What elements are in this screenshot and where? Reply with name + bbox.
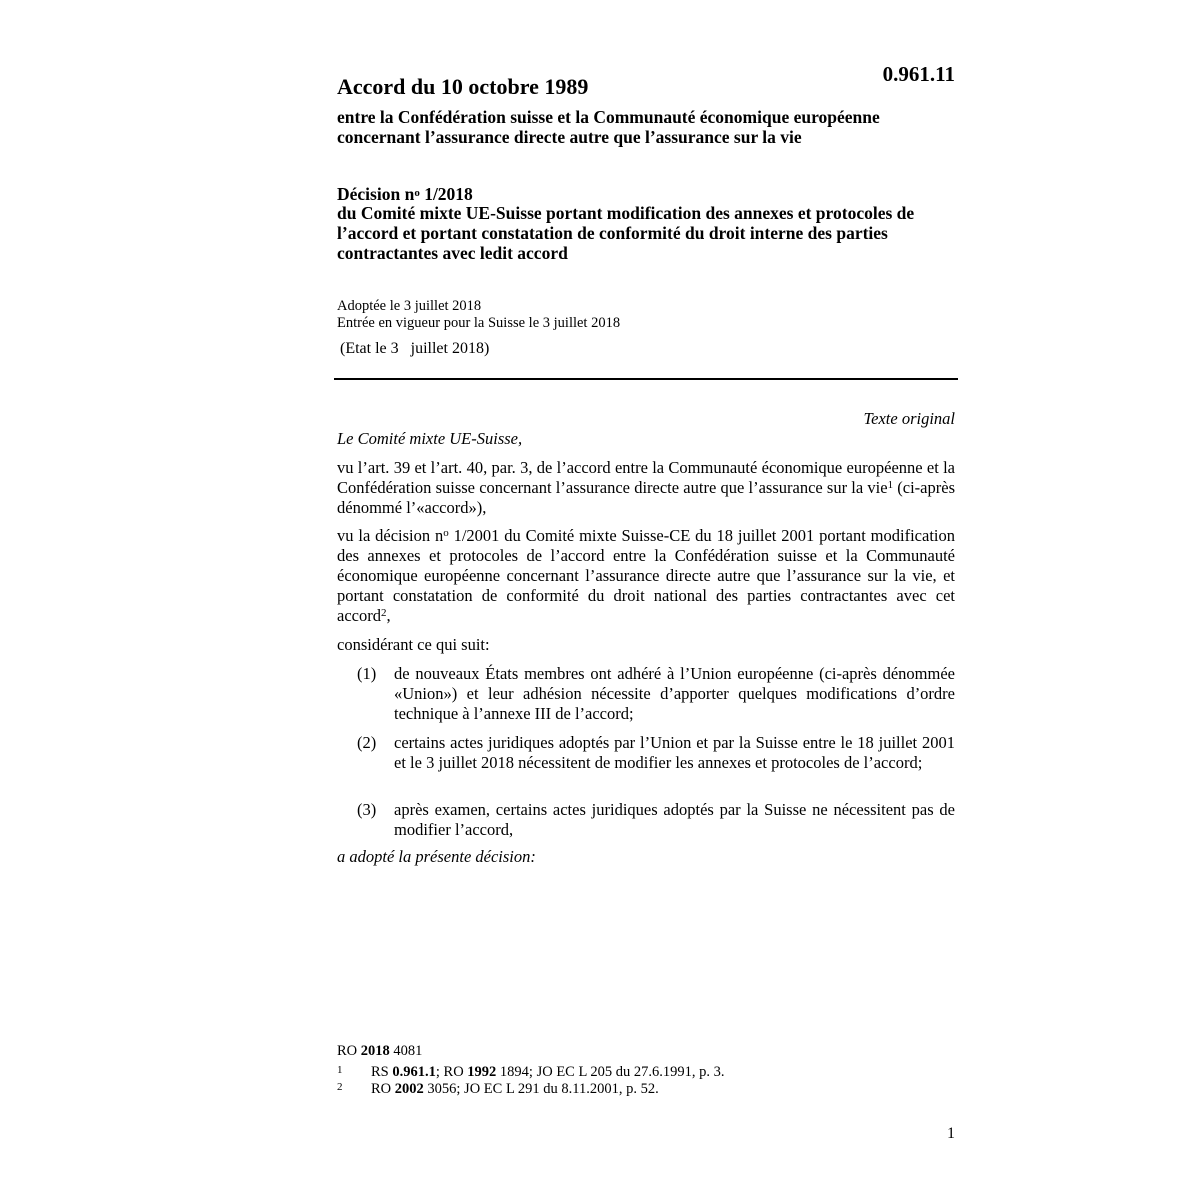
footnote-part: 1894; JO EC L 205 du 27.6.1991, p. 3. — [496, 1064, 725, 1080]
entry-into-force: Entrée en vigueur pour la Suisse le 3 juillet 2018 — [337, 315, 621, 331]
vu2-sup: o — [443, 527, 449, 539]
decision-number-suffix: 1/2018 — [419, 184, 473, 204]
footnote-text — [371, 1081, 659, 1097]
ro-prefix: RO — [337, 1043, 361, 1059]
footnote-part: 3056; JO EC L 291 du 8.11.2001, p. 52. — [423, 1081, 659, 1097]
footnote-part: 0.961.1 — [392, 1064, 436, 1080]
consideration-text: certains actes juridiques adoptés par l’Union et par la Suisse entre le 18 juillet 2001 et le 3 juillet 2018 nécessitent de modifier les annexes et protocoles de l’accord; — [394, 733, 955, 772]
vu2-text-b: 1/2001 du Comité mixte Suisse-CE du 18 juillet 2001 portant modification des annexes et protocoles de l’accord entre la Confédération suisse et la Communauté économique européenne concernant l’assurance directe autre que l’assurance sur la vie, et portant constatation de conformité du droit national des parties contractantes avec cet accord — [337, 526, 955, 625]
vu2-text-a: vu la décision n — [337, 526, 444, 545]
decision-number-prefix: Décision n — [337, 184, 415, 204]
decision-number — [337, 183, 937, 204]
vu1-text: vu l’art. 39 et l’art. 40, par. 3, de l’accord entre la Communauté économique européenne et la Confédération suisse concernant l’assurance directe autre que l’assurance sur la vie — [337, 458, 955, 497]
footnote-ref-1[interactable]: 1 — [887, 479, 894, 491]
consideration-number: (1) — [357, 664, 377, 683]
footnote-part: ; RO — [435, 1064, 468, 1080]
footnote-part: RS — [371, 1064, 393, 1080]
consideration-number: (2) — [357, 733, 377, 752]
ro-reference — [337, 1043, 422, 1060]
vu1-tail: (ci-après dénommé l’«accord»), — [337, 478, 955, 517]
ro-page: 4081 — [389, 1043, 423, 1059]
decision-title: du Comité mixte UE-Suisse portant modification des annexes et protocoles de l’accord et portant constatation de conformité du droit interne des parties contractantes avec ledit accord — [337, 203, 915, 263]
sr-number: 0.961.11 — [882, 62, 955, 86]
vu2-tail: , — [386, 606, 391, 625]
ro-year: 2018 — [360, 1043, 390, 1059]
page-number: 1 — [947, 1125, 955, 1142]
document-title: Accord du 10 octobre 1989 — [337, 74, 589, 99]
decision-number-sup: o — [414, 187, 420, 199]
committee-line: Le Comité mixte UE-Suisse, — [337, 429, 523, 448]
footnote-part: 1992 — [467, 1064, 497, 1080]
paragraph-vu-2 — [337, 526, 955, 626]
footnote-text — [371, 1064, 725, 1080]
header-divider — [334, 378, 958, 380]
consideration-number: (3) — [357, 800, 377, 819]
footnote-number: 1 — [337, 1064, 343, 1076]
adopted-decision-line: a adopté la présente décision: — [337, 847, 536, 866]
document-subtitle: entre la Confédération suisse et la Communauté économique européenne concernant l’assurance directe autre que l’assurance sur la vie — [337, 107, 880, 147]
status-date: (Etat le 3 juillet 2018) — [340, 340, 490, 357]
consideration-text: après examen, certains actes juridiques adoptés par la Suisse ne nécessitent pas de modifier l’accord, — [394, 800, 955, 839]
footnote-part: 2002 — [394, 1081, 424, 1097]
consideration-text: de nouveaux États membres ont adhéré à l’Union européenne (ci-après dénommée «Union») et leur adhésion nécessite d’apporter quelques modifications d’ordre technique à l’annexe III de l’accord; — [394, 664, 955, 723]
adoption-date: Adoptée le 3 juillet 2018 — [337, 298, 482, 314]
considering-line: considérant ce qui suit: — [337, 635, 490, 654]
footnote-number: 2 — [337, 1081, 343, 1093]
paragraph-vu-1 — [337, 458, 955, 518]
footnote-part: RO — [371, 1081, 395, 1097]
original-text-label: Texte original — [863, 409, 955, 428]
footnote-ref-2[interactable]: 2 — [380, 607, 387, 619]
